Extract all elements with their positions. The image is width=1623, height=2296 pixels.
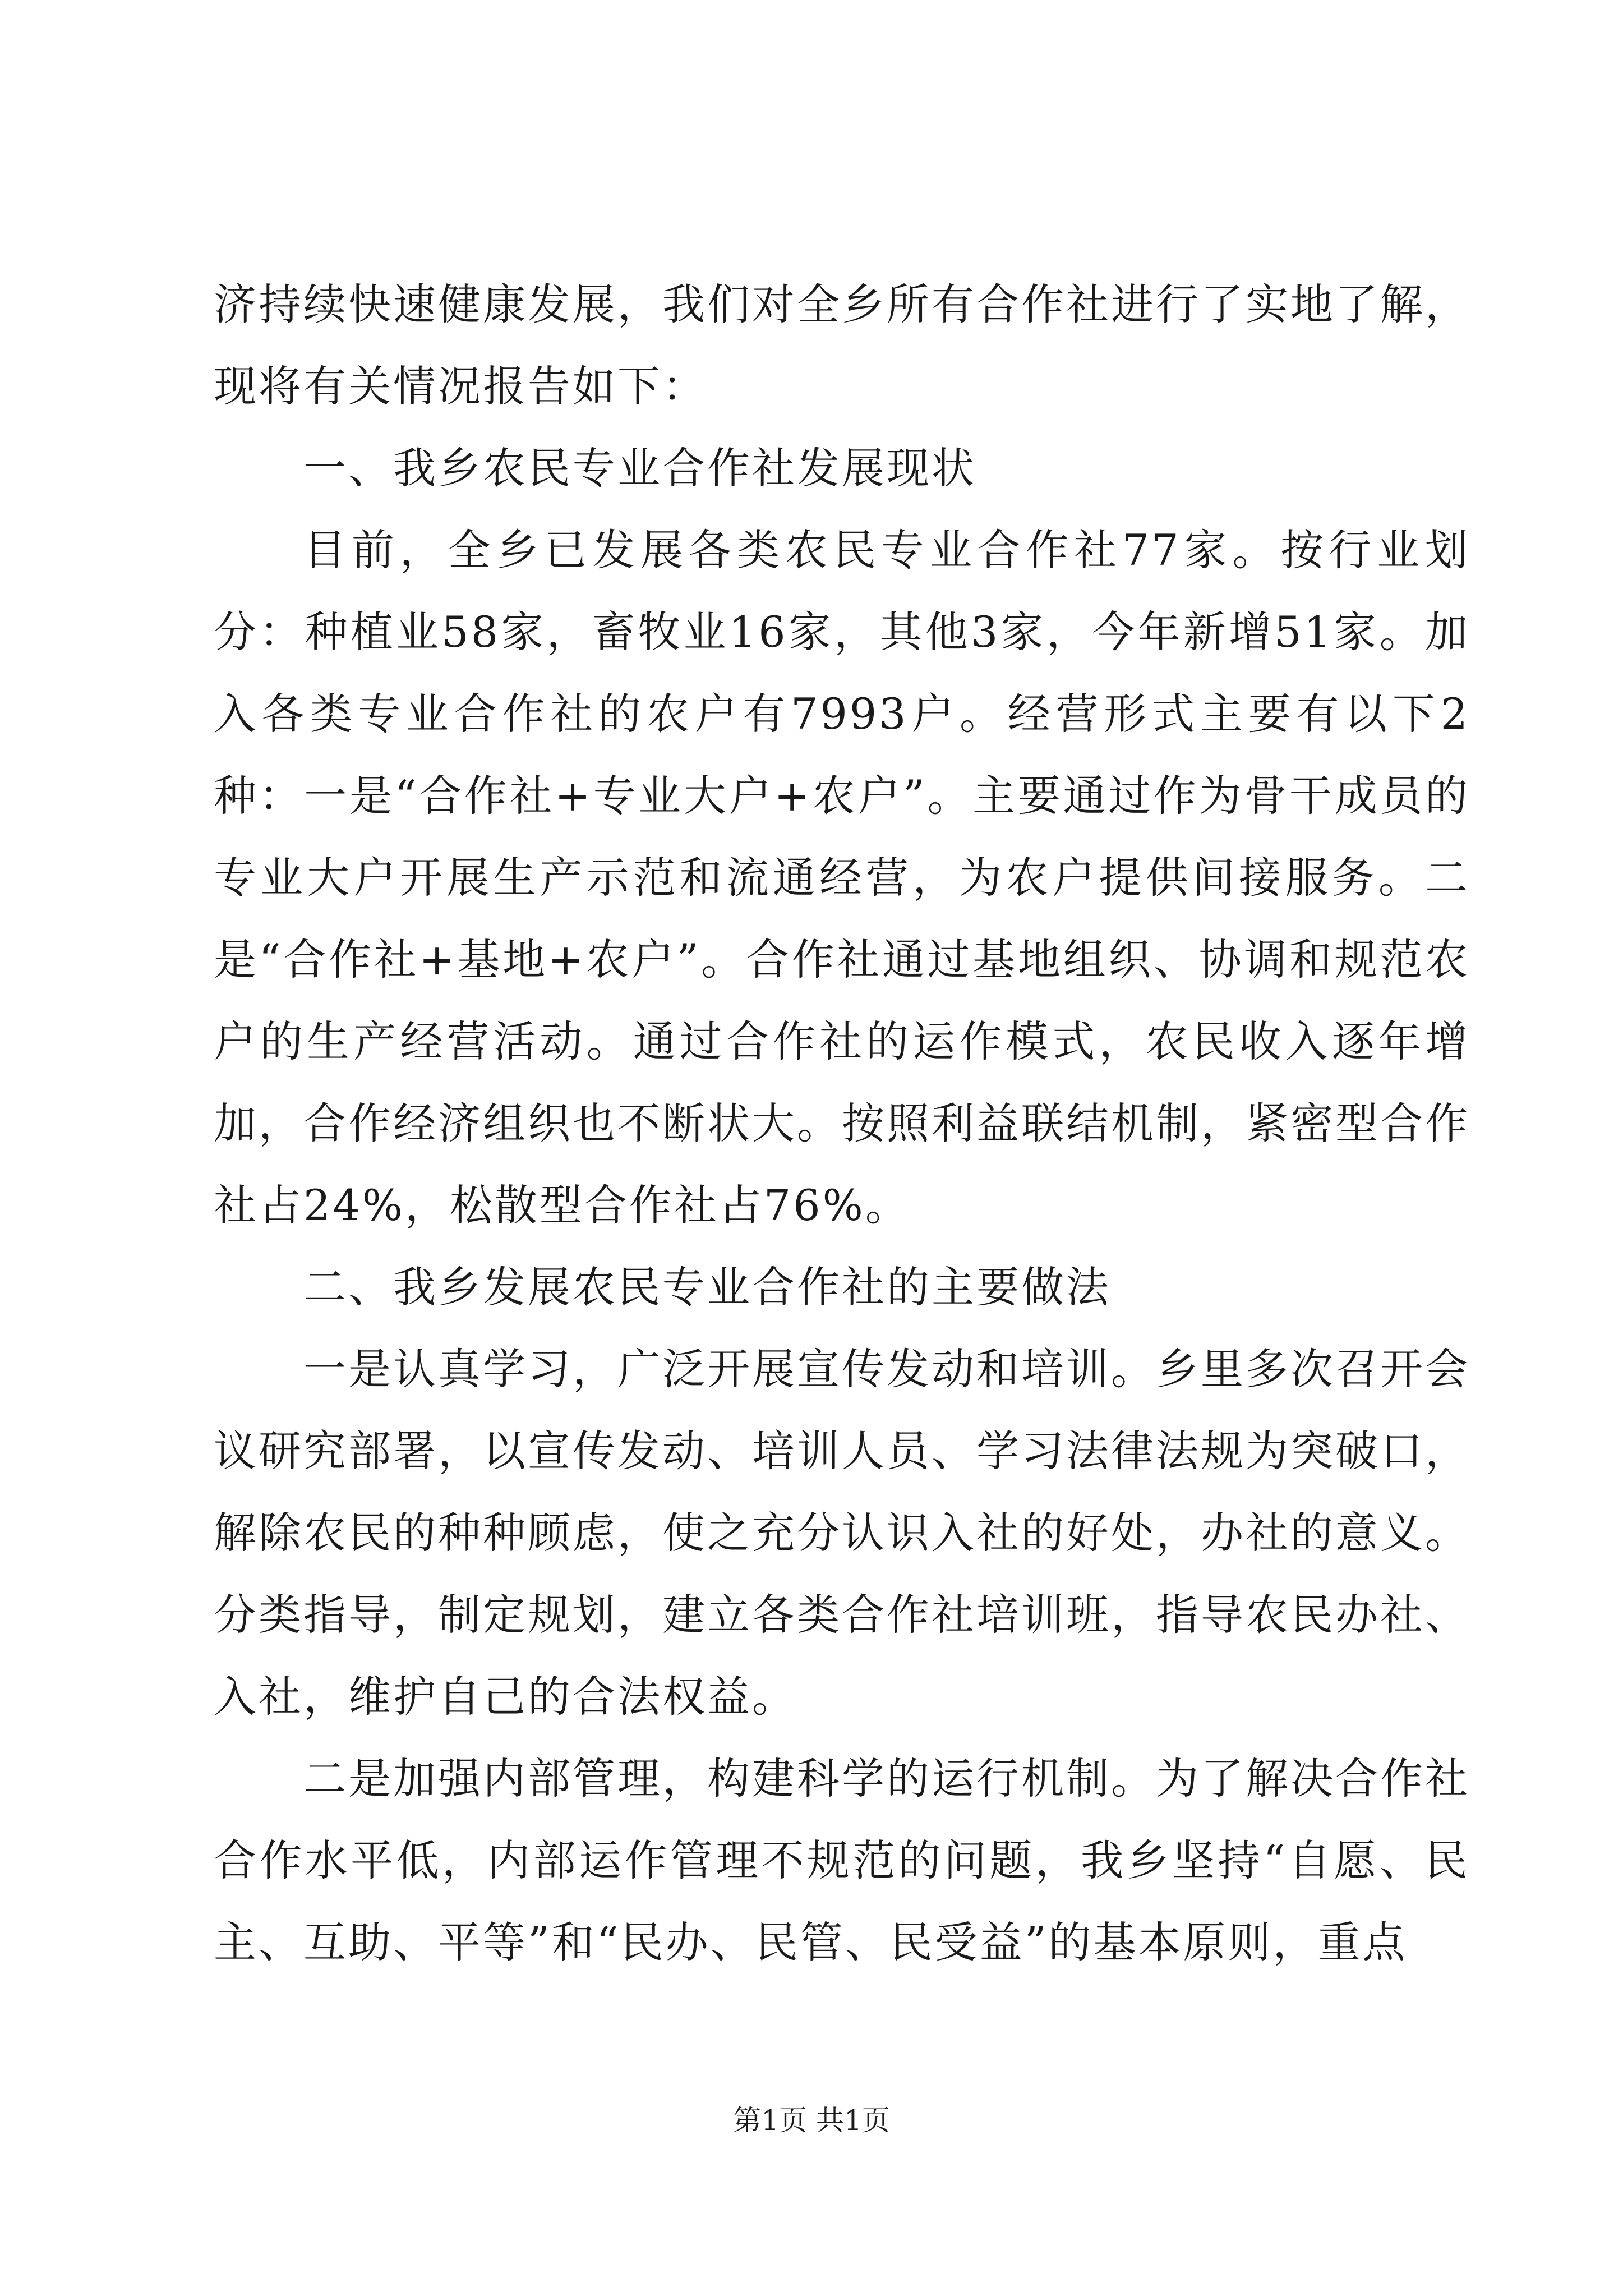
paragraph-status: 目前，全乡已发展各类农民专业合作社77家。按行业划分：种植业58家，畜牧业16家，其他3家，今年新增51家。加入各类专业合作社的农户有7993户。经营形式主要有以下2种：一是“合作社+专业大户+农户”。主要通过作为骨干成员的专业大户开展生产示范和流通经营，为农户提供间接服务。二是“合作社+基地+农户”。合作社通过基地组织、协调和规范农户的生产经营活动。通过合作社的运作模式，农民收入逐年增加，合作经济组织也不断状大。按照利益联结机制，紧密型合作社占24%，松散型合作社占76%。 — [214, 525, 1470, 1230]
heading-section-2: 二、我乡发展农民专业合作社的主要做法 — [303, 1262, 1111, 1312]
heading-section-1: 一、我乡农民专业合作社发展现状 — [303, 443, 976, 493]
page-footer: 第1页 共1页 — [733, 2104, 890, 2137]
paragraph-intro-continued: 济持续快速健康发展，我们对全乡所有合作社进行了实地了解，现将有关情况报告如下： — [214, 279, 1470, 411]
document-body — [214, 264, 1470, 1984]
paragraph-measure-2: 二是加强内部管理，构建科学的运行机制。为了解决合作社合作水平低，内部运作管理不规范的问题，我乡坚持“自愿、民主、互助、平等”和“民办、民管、民受益”的基本原则，重点 — [214, 1754, 1470, 1967]
paragraph-measure-1: 一是认真学习，广泛开展宣传发动和培训。乡里多次召开会议研究部署，以宣传发动、培训人员、学习法律法规为突破口，解除农民的种种顾虑，使之充分认识入社的好处，办社的意义。分类指导，制定规划，建立各类合作社培训班，指导农民办社、入社，维护自己的合法权益。 — [214, 1344, 1470, 1722]
